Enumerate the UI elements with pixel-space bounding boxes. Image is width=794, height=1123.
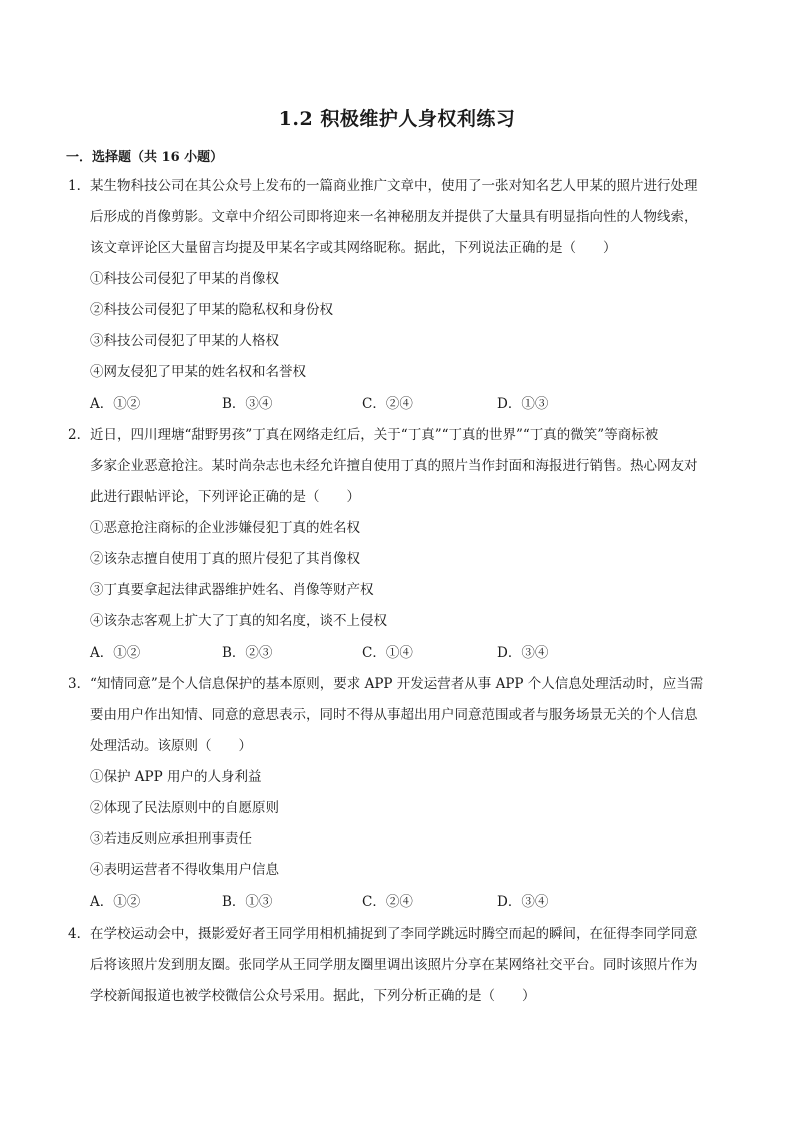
question-number: 1．	[68, 178, 91, 194]
question-number: 2．	[68, 427, 91, 443]
choice-b: B．③④	[222, 396, 273, 412]
statement-item: ③若违反则应承担刑事责任	[90, 831, 252, 847]
choice-c: C．①④	[362, 645, 413, 661]
choice-c: C．②④	[362, 894, 413, 910]
question-stem-line: 要由用户作出知情、同意的意思表示，同时不得从事超出用户同意范围或者与服务场景无关的个人信息	[90, 707, 698, 723]
question-stem-line: 在学校运动会中，摄影爱好者王同学用相机捕捉到了李同学跳远时腾空而起的瞬间，在征得李同学同意	[90, 926, 698, 942]
statement-item: ①科技公司侵犯了甲某的肖像权	[90, 271, 279, 287]
choice-a: A．①②	[90, 645, 141, 661]
statement-item: ②该杂志擅自使用丁真的照片侵犯了其肖像权	[90, 551, 360, 567]
statement-item: ③丁真要拿起法律武器维护姓名、肖像等财产权	[90, 582, 374, 598]
statement-item: ②科技公司侵犯了甲某的隐私权和身份权	[90, 302, 333, 318]
choice-a: A．①②	[90, 396, 141, 412]
question-stem-line: 后将该照片发到朋友圈。张同学从王同学朋友圈里调出该照片分享在某网络社交平台。同时该照片作为	[90, 957, 698, 973]
question-number: 3．	[68, 676, 91, 692]
question-number: 4．	[68, 926, 91, 942]
statement-item: ④表明运营者不得收集用户信息	[90, 862, 279, 878]
choice-d: D．③④	[497, 894, 549, 910]
choice-b: B．①③	[222, 894, 273, 910]
statement-item: ①保护 APP 用户的人身利益	[90, 769, 262, 785]
question-stem-line: 近日，四川理塘“甜野男孩”丁真在网络走红后，关于“丁真”“丁真的世界”“丁真的微笑”等商标被	[90, 427, 659, 443]
question-stem-line: 多家企业恶意抢注。某时尚杂志也未经允许擅自使用丁真的照片当作封面和海报进行销售。热心网友对	[90, 458, 698, 474]
statement-item: ②体现了民法原则中的自愿原则	[90, 800, 279, 816]
question-stem-line: 处理活动。该原则（ ）	[90, 738, 252, 754]
question-stem-line: 某生物科技公司在其公众号上发布的一篇商业推广文章中，使用了一张对知名艺人甲某的照片进行处理	[90, 178, 698, 194]
statement-item: ④网友侵犯了甲某的姓名权和名誉权	[90, 364, 306, 380]
choice-d: D．①③	[497, 396, 549, 412]
choice-d: D．③④	[497, 645, 549, 661]
choice-a: A．①②	[90, 894, 141, 910]
statement-item: ④该杂志客观上扩大了丁真的知名度，谈不上侵权	[90, 613, 387, 629]
question-stem-line: 后形成的肖像剪影。文章中介绍公司即将迎来一名神秘朋友并提供了大量具有明显指向性的人物线索，	[90, 209, 698, 225]
question-stem-line: 该文章评论区大量留言均提及甲某名字或其网络昵称。据此，下列说法正确的是（ ）	[90, 240, 617, 256]
question-stem-line: “知情同意”是个人信息保护的基本原则，要求 APP 开发运营者从事 APP 个人信息处理活动时，应当需	[90, 676, 704, 692]
statement-item: ③科技公司侵犯了甲某的人格权	[90, 333, 279, 349]
page-title: 1.2 积极维护人身权利练习	[278, 108, 516, 130]
question-stem-line: 学校新闻报道也被学校微信公众号采用。据此，下列分析正确的是（ ）	[90, 988, 536, 1004]
statement-item: ①恶意抢注商标的企业涉嫌侵犯丁真的姓名权	[90, 520, 360, 536]
choice-b: B．②③	[222, 645, 273, 661]
question-stem-line: 此进行跟帖评论，下列评论正确的是（ ）	[90, 489, 360, 505]
choice-c: C．②④	[362, 396, 413, 412]
section-heading: 一．选择题（共 16 小题）	[66, 150, 224, 165]
